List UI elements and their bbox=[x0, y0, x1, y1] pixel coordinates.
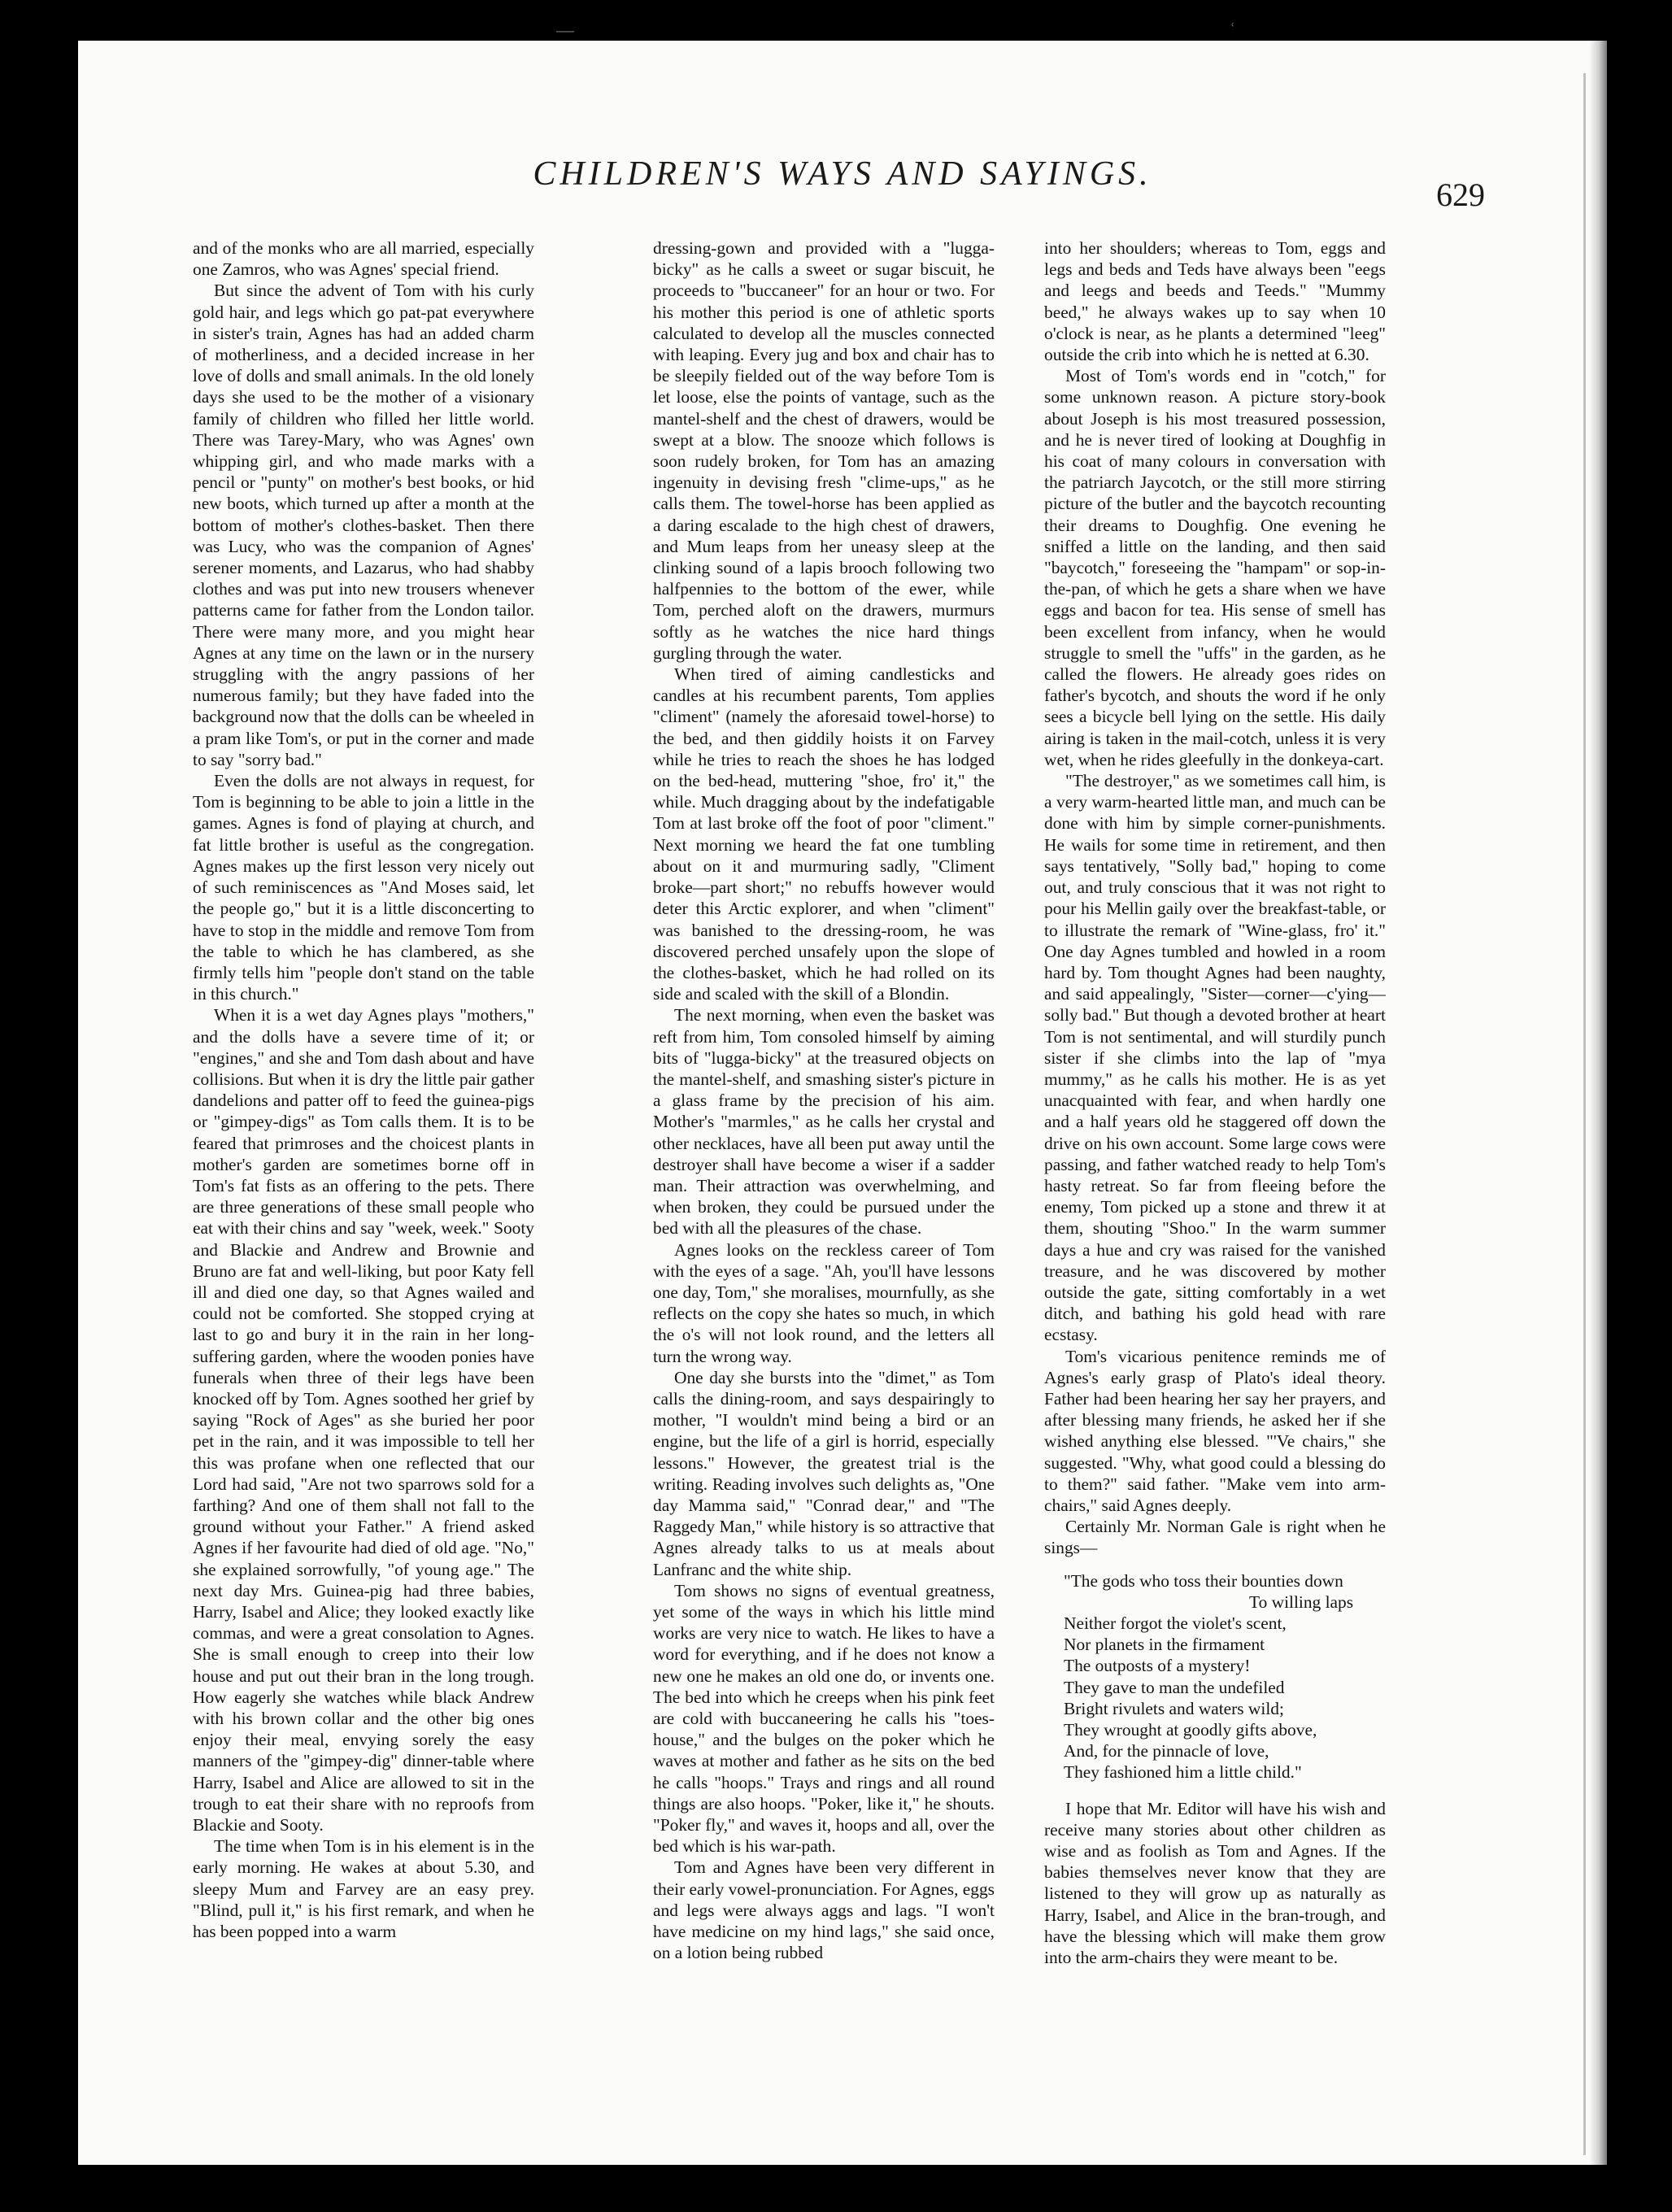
paragraph: "The destroyer," as we sometimes call him, is a very warm-hearted little man, and much can be done with him by simple corner-punishments. He wails for some time in retirement, and then says tentatively, "Solly bad," hoping to come out, and truly conscious that it was not right to pour his Mellin gaily over the breakfast-table, or to illustrate the remark of "Wine-glass, fro' it." One day Agnes tumbled and howled in a room hard by. Tom thought Agnes had been naughty, and said appealingly, "Sister—corner—c'ying—solly bad." But though a devoted brother at heart Tom is not sentimental, and will sturdily punch sister if she climbs into the lap of "mya mummy," as he calls his mother. He is as yet unacquainted with fear, and when hardly one and a half years old he staggered off down the drive on his own account. Some large cows were passing, and father watched ready to help Tom's hasty retreat. So far from fleeing before the enemy, Tom picked up a stone and threw it at them, shouting "Shoo." In the warm summer days a hue and cry was raised for the vanished treasure, and he was discovered by mother outside the gate, sitting comfortably in a wet ditch, and bathing his gold head with rare ecstasy. bbox=[1044, 771, 1386, 1345]
scan-speck: ʿ bbox=[1230, 20, 1236, 40]
paragraph: Agnes looks on the reckless career of Tom with the eyes of a sage. "Ah, you'll have lessons one day, Tom," she moralises, mournfully, as she reflects on the copy she hates so much, in which the o's will not look round, and the letters all turn the wrong way. bbox=[653, 1239, 995, 1366]
paragraph: The time when Tom is in his element is in the early morning. He wakes at about 5.30, and sleepy Mum and Farvey are an easy prey. "Blind, pull it," is his first remark, and when he has been popped into a warm bbox=[193, 1836, 534, 1942]
page-gutter-line bbox=[1583, 73, 1586, 2155]
poem-line: Bright rivulets and waters wild; bbox=[1064, 1698, 1284, 1718]
poem-line: They gave to man the undefiled bbox=[1064, 1677, 1285, 1697]
paragraph: One day she bursts into the "dimet," as Tom calls the dining-room, and says despairingly to mother, "I wouldn't mind being a bird or an engine, but the life of a girl is horrid, especially lessons." However, the greatest trial is the writing. Reading involves such delights as, "One day Mamma said," "Conrad dear," and "The Raggedy Man," while history is so attractive that Agnes already talks to us at meals about Lanfranc and the white ship. bbox=[653, 1367, 995, 1579]
text-column-3 bbox=[1044, 237, 1386, 2132]
paragraph: When tired of aiming candlesticks and candles at his recumbent parents, Tom applies "climent" (namely the aforesaid towel-horse) to the bed, and then giddily hoists it on Farvey while he tries to reach the shoes he has lodged on the bed-head, muttering "shoe, fro' it," the while. Much dragging about by the indefatigable Tom at last broke off the foot of poor "climent." Next morning we heard the fat one tumbling about on it and murmuring sadly, "Climent broke—part short;" no rebuffs however would deter this Arctic explorer, and when "climent" was banished to the dressing-room, he was discovered perched unsafely upon the slope of the clothes-basket, which he had rolled on its side and scaled with the skill of a Blondin. bbox=[653, 664, 995, 1004]
paragraph: into her shoulders; whereas to Tom, eggs and legs and beds and Teds have always been "eegs and leegs and beeds and Teeds." "Mummy beed," he always wakes up to say when 10 o'clock is near, as he plants a determined "leeg" outside the crib into which he is netted at 6.30. bbox=[1044, 238, 1386, 365]
paragraph: The next morning, when even the basket was reft from him, Tom consoled himself by aiming bits of "lugga-bicky" at the treasured objects on the mantel-shelf, and smashing sister's picture in a glass frame by the precision of his aim. Mother's "marmles," as he calls her crystal and other necklaces, have all been put away until the destroyer shall have become a wiser if a sadder man. Their attraction was overwhelming, and when broken, they could be pursued under the bed with all the pleasures of the chase. bbox=[653, 1005, 995, 1239]
poem-line: Nor planets in the firmament bbox=[1064, 1635, 1265, 1655]
poem-quotation bbox=[1064, 1570, 1386, 1783]
paragraph: Tom shows no signs of eventual greatness, yet some of the ways in which his little mind works are very nice to watch. He likes to have a word for everything, and if he does not know a new one he makes an old one do, or invents one. The bed into which he creeps when his pink feet are cold with buccaneering he calls his "toes-house," and the bulges on the poker which he waves at mother and father as he sits on the bed he calls "hoops." Trays and rings and all round things are also hoops. "Poker, like it," he shouts. "Poker fly," and waves it, hoops and all, over the bed which is his war-path. bbox=[653, 1580, 995, 1857]
text-column-2 bbox=[653, 237, 995, 2132]
paragraph: and of the monks who are all married, especially one Zamros, who was Agnes' special friend. bbox=[193, 238, 534, 280]
page-edge-shadow bbox=[1589, 41, 1607, 2165]
poem-line: The outposts of a mystery! bbox=[1064, 1656, 1251, 1676]
paragraph: I hope that Mr. Editor will have his wish and receive many stories about other children as wise and as foolish as Tom and Agnes. If the babies themselves never know that they are listened to they will grow up as naturally as Harry, Isabel, and Alice in the bran-trough, and have the blessing which will make them grow into the arm-chairs they were meant to be. bbox=[1044, 1798, 1386, 1968]
paragraph: Most of Tom's words end in "cotch," for some unknown reason. A picture story-book about Joseph is his most treasured possession, and he is never tired of looking at Doughfig in his coat of many colours in conversation with the patriarch Jaycotch, or the still more stirring picture of the butler and the baycotch recounting their dreams to Doughfig. One evening he sniffed a little on the landing, and then said "baycotch," foreseeing the "hampam" or sop-in-the-pan, of which he gets a share when we have eggs and bacon for tea. His sense of smell has been excellent from infancy, when he would struggle to smell the "uffs" in the garden, as he called the flowers. He already goes rides on father's bycotch, and shouts the word if he only sees a bicycle bell lying on the settle. His daily airing is taken in the mail-cotch, unless it is very wet, when he rides gleefully in the donkeya-cart. bbox=[1044, 366, 1386, 769]
paragraph: But since the advent of Tom with his curly gold hair, and legs which go pat-pat everywhere in sister's train, Agnes has had an added charm of motherliness, and a decided increase in her love of dolls and small animals. In the old lonely days she used to be the mother of a visionary family of children who filled her little world. There was Tarey-Mary, who was Agnes' own whipping girl, and who made marks with a pencil or "punty" on mother's best books, or hid new boots, which turned up after a month at the bottom of mother's clothes-basket. Then there was Lucy, who was the companion of Agnes' serener moments, and Lazarus, who had shabby clothes and was put into new trousers whenever patterns came for father from the London tailor. There were many more, and you might hear Agnes at any time on the lawn or in the nursery struggling with the angry passions of her numerous family; but they have faded into the background now that the dolls can be wheeled in a pram like Tom's, or put in the corner and made to say "sorry bad." bbox=[193, 281, 534, 769]
page-number: 629 bbox=[1436, 176, 1485, 213]
poem-line: They wrought at goodly gifts above, bbox=[1064, 1720, 1317, 1740]
running-title: CHILDREN'S WAYS AND SAYINGS. bbox=[533, 155, 1152, 193]
book-page bbox=[78, 41, 1607, 2165]
scan-speck: — bbox=[556, 20, 574, 40]
paragraph: Tom and Agnes have been very different in their early vowel-pronunciation. For Agnes, eggs and legs were always aggs and lags. "I won't have medicine on my hind lags," she said once, on a lotion being rubbed bbox=[653, 1857, 995, 1963]
poem-line: To willing laps bbox=[1249, 1592, 1354, 1612]
text-column-1 bbox=[193, 237, 534, 2132]
paragraph: Even the dolls are not always in request, for Tom is beginning to be able to join a little in the games. Agnes is fond of playing at church, and fat little brother is useful as the congregation. Agnes makes up the first lesson very nicely out of such reminiscences as "And Moses said, let the people go," but it is a little disconcerting to have to stop in the middle and remove Tom from the table to which he has clambered, as she firmly tells him "people don't stand on the table in this church." bbox=[193, 771, 534, 1004]
poem-line: "The gods who toss their bounties down bbox=[1064, 1570, 1343, 1591]
poem-line: Neither forgot the violet's scent, bbox=[1064, 1613, 1287, 1633]
poem-line: And, for the pinnacle of love, bbox=[1064, 1741, 1269, 1761]
paragraph: Certainly Mr. Norman Gale is right when he sings— bbox=[1044, 1517, 1386, 1558]
paragraph: dressing-gown and provided with a "lugga-bicky" as he calls a sweet or sugar biscuit, he proceeds to "buccaneer" for an hour or two. For his mother this period is one of athletic sports calculated to develop all the muscles connected with leaping. Every jug and box and chair has to be sleepily fielded out of the way before Tom is let loose, else the points of vantage, such as the mantel-shelf and the chest of drawers, would be swept at a blow. The snooze which follows is soon rudely broken, for Tom has an amazing ingenuity in devising fresh "clime-ups," as he calls them. The towel-horse has been applied as a daring escalade to the high chest of drawers, and Mum leaps from her uneasy sleep at the clinking sound of a lapis brooch following two halfpennies to the bottom of the ewer, while Tom, perched aloft on the drawers, murmurs softly as he watches the nice hard things gurgling through the water. bbox=[653, 238, 995, 663]
paragraph: Tom's vicarious penitence reminds me of Agnes's early grasp of Plato's ideal theory. Father had been hearing her say her prayers, and after blessing many friends, he asked her if she wished anything else blessed. "'Ve chairs," she suggested. "Why, what good could a blessing do to them?" said father. "Make vem into arm-chairs," said Agnes deeply. bbox=[1044, 1346, 1386, 1515]
paragraph: When it is a wet day Agnes plays "mothers," and the dolls have a severe time of it; or "engines," and she and Tom dash about and have collisions. But when it is dry the little pair gather dandelions and patter off to feed the guinea-pigs or "gimpey-digs" as Tom calls them. It is to be feared that primroses and the choicest plants in mother's garden are sometimes borne off in Tom's fat fists as an offering to the pets. There are three generations of these small people who eat with their chins and say "week, week." Sooty and Blackie and Andrew and Brownie and Bruno are fat and well-liking, but poor Katy fell ill and died one day, so that Agnes wailed and could not be comforted. She stopped crying at last to go and bury it in the rain in her long-suffering garden, where the wooden ponies have funerals when three of their legs have been knocked off by Tom. Agnes soothed her grief by saying "Rock of Ages" as she buried her poor pet in the rain, and it was impossible to tell her this was profane when one reflected that our Lord had said, "Are not two sparrows sold for a farthing? And one of them shall not fall to the ground without your Father." A friend asked Agnes if her favourite had died of old age. "No," she explained sorrowfully, "of young age." The next day Mrs. Guinea-pig had three babies, Harry, Isabel and Alice; they looked exactly like commas, and were a great consolation to Agnes. She is small enough to creep into their low house and put out their bran in the long trough. How eagerly she watches while black Andrew with his brown collar and the other big ones enjoy their meal, envying sorely the easy manners of the "gimpey-dig" dinner-table where Harry, Isabel and Alice are allowed to sit in the trough to eat their share with no reproofs from Blackie and Sooty. bbox=[193, 1005, 534, 1835]
poem-line: They fashioned him a little child." bbox=[1064, 1762, 1302, 1783]
